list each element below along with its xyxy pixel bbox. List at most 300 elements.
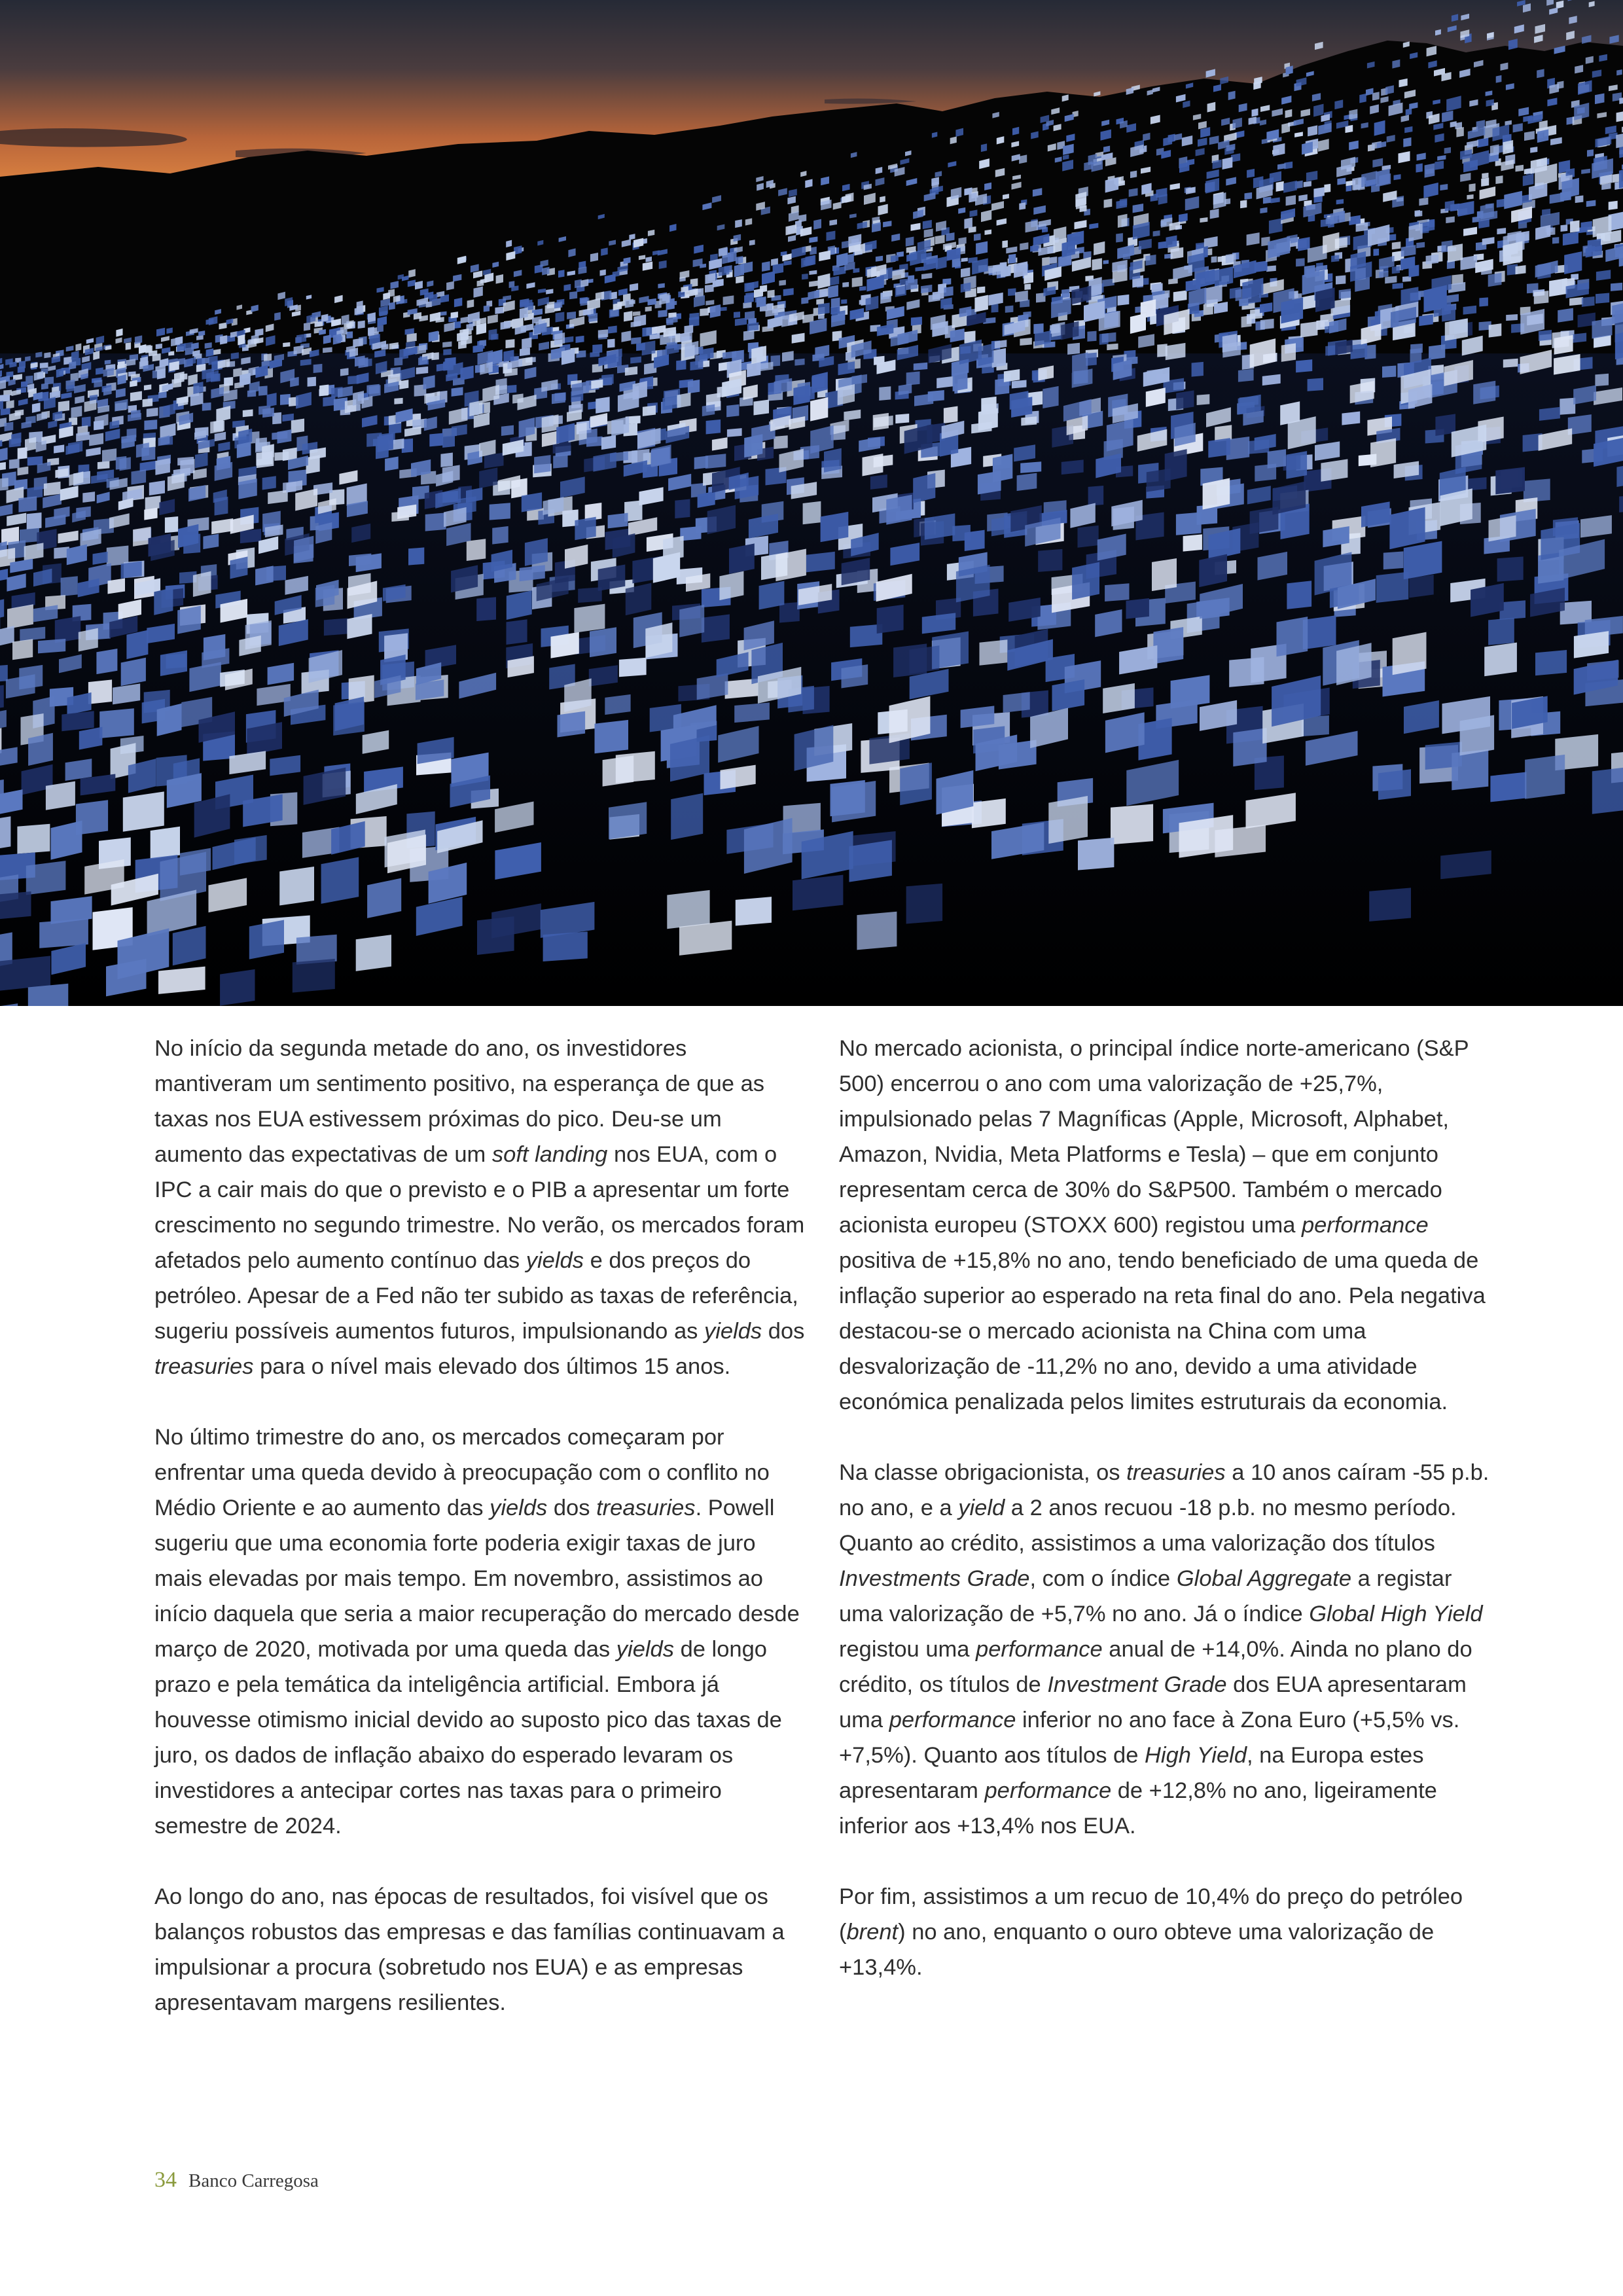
- mirror-panel: [1374, 249, 1380, 256]
- mirror-panel: [842, 241, 848, 249]
- mirror-panel: [677, 393, 691, 408]
- mirror-panel: [667, 890, 709, 929]
- mirror-panel: [1489, 323, 1502, 338]
- mirror-panel: [220, 335, 227, 344]
- mirror-panel: [600, 270, 606, 276]
- mirror-panel: [473, 345, 484, 353]
- mirror-panel: [601, 374, 613, 385]
- mirror-panel: [624, 311, 632, 321]
- mirror-panel: [32, 403, 41, 413]
- mirror-panel: [1537, 69, 1544, 78]
- mirror-panel: [964, 217, 972, 228]
- text-run: registou uma: [839, 1637, 976, 1662]
- mirror-panel: [828, 285, 838, 298]
- mirror-panel: [195, 452, 208, 468]
- mirror-panel: [525, 538, 548, 566]
- mirror-panel: [1516, 265, 1526, 274]
- mirror-panel: [96, 367, 103, 374]
- mirror-panel: [1153, 230, 1160, 236]
- mirror-panel: [133, 527, 151, 547]
- mirror-panel: [574, 604, 605, 633]
- mirror-panel: [1575, 195, 1584, 203]
- mirror-panel: [744, 294, 754, 303]
- mirror-panel: [992, 348, 1006, 368]
- mirror-panel: [974, 295, 988, 312]
- mirror-panel: [671, 793, 703, 840]
- mirror-panel: [1488, 618, 1514, 645]
- mirror-panel: [754, 400, 770, 416]
- mirror-panel: [906, 279, 918, 290]
- mirror-panel: [1008, 254, 1016, 264]
- mirror-panel: [1586, 200, 1596, 207]
- mirror-panel: [1102, 332, 1116, 343]
- mirror-panel: [603, 755, 634, 786]
- mirror-panel: [944, 406, 958, 423]
- mirror-panel: [1419, 314, 1433, 326]
- mirror-panel: [729, 543, 755, 573]
- mirror-panel: [1535, 650, 1567, 675]
- mirror-panel: [914, 363, 927, 370]
- mirror-panel: [705, 454, 726, 469]
- mirror-panel: [1324, 184, 1330, 193]
- text-run: nos EUA, com o IPC a cair mais do que o previsto e o PIB a apresentar um forte crescimento no segundo trimestre. No verão, os mercados foram afetados pelo aumento contínuo das: [154, 1142, 805, 1273]
- mirror-panel: [743, 330, 755, 340]
- mirror-panel: [149, 480, 165, 495]
- mirror-panel: [735, 219, 742, 228]
- mirror-panel: [1166, 236, 1177, 249]
- mirror-panel: [44, 352, 50, 358]
- mirror-panel: [993, 454, 1012, 482]
- mirror-panel: [467, 299, 474, 308]
- text-run: para o nível mais elevado dos últimos 15 anos.: [253, 1354, 731, 1379]
- mirror-panel: [130, 391, 142, 401]
- mirror-panel: [658, 310, 667, 317]
- mirror-panel: [1554, 335, 1573, 355]
- mirror-panel: [1549, 278, 1567, 296]
- mirror-panel: [1002, 240, 1008, 248]
- mirror-panel: [39, 918, 88, 948]
- mirror-panel: [1406, 109, 1412, 116]
- mirror-panel: [1061, 459, 1084, 475]
- mirror-panel: [177, 605, 201, 634]
- mirror-panel: [622, 331, 632, 342]
- mirror-panel: [1286, 195, 1296, 206]
- mirror-panel: [779, 602, 800, 623]
- text-run: inferior no ano face à Zona Euro (+5,5% vs. +7,5%). Quanto aos títulos de: [839, 1708, 1460, 1768]
- mirror-panel: [596, 397, 609, 413]
- mirror-panel: [94, 380, 102, 387]
- emphasis-term: High Yield: [1145, 1743, 1247, 1768]
- mirror-panel: [1393, 283, 1404, 289]
- mirror-panel: [700, 308, 709, 316]
- mirror-panel: [443, 349, 452, 355]
- mirror-panel: [1304, 181, 1311, 187]
- mirror-panel: [293, 959, 335, 993]
- mirror-panel: [978, 408, 998, 431]
- mirror-panel: [1530, 147, 1537, 153]
- mirror-panel: [810, 397, 828, 422]
- mirror-panel: [1286, 451, 1307, 479]
- text-run: positiva de +15,8% no ano, tendo beneficiado de uma queda de inflação superior ao esperado na reta final do ano. Pela negativa destacou-se o mercado acionista na China com uma desvalorização de -11,2% no ano, devido a uma atividade económica penalizada pelos limites estruturais da economia.: [839, 1248, 1486, 1414]
- mirror-panel: [9, 438, 21, 447]
- mirror-panel: [736, 276, 743, 283]
- mirror-panel: [554, 301, 562, 308]
- mirror-panel: [144, 384, 151, 390]
- mirror-panel: [154, 588, 173, 615]
- mirror-panel: [1503, 359, 1518, 368]
- mirror-panel: [625, 367, 637, 376]
- mirror-panel: [806, 552, 835, 573]
- mirror-panel: [1105, 583, 1129, 601]
- mirror-panel: [633, 311, 641, 315]
- mirror-panel: [442, 435, 455, 448]
- mirror-panel: [369, 385, 381, 397]
- mirror-panel: [824, 448, 842, 473]
- mirror-panel: [1129, 188, 1138, 197]
- mirror-panel: [679, 921, 732, 956]
- mirror-panel: [552, 393, 565, 404]
- mirror-panel: [1563, 232, 1578, 245]
- mirror-panel: [1042, 257, 1050, 266]
- mirror-panel: [99, 708, 134, 738]
- mirror-panel: [1435, 160, 1444, 170]
- mirror-panel: [1440, 184, 1448, 190]
- paragraph-left-2: [154, 1420, 809, 1844]
- text-run: Por fim, assistimos a um recuo de 10,4% do preço do petróleo (: [839, 1884, 1463, 1945]
- mirror-panel: [1497, 199, 1505, 207]
- mirror-panel: [12, 639, 33, 660]
- mirror-panel: [1038, 549, 1062, 572]
- mirror-panel: [1595, 374, 1609, 386]
- mirror-panel: [1452, 749, 1488, 790]
- mirror-panel: [1277, 617, 1308, 656]
- mirror-panel: [1611, 283, 1622, 291]
- mirror-panel: [1426, 255, 1439, 264]
- mirror-panel: [126, 342, 131, 350]
- mirror-panel: [1372, 92, 1380, 101]
- mirror-panel: [1385, 276, 1397, 283]
- mirror-panel: [1087, 331, 1096, 342]
- mirror-panel: [1050, 257, 1058, 264]
- mirror-panel: [0, 395, 10, 402]
- solar-mirror-field-photo-icon: [0, 0, 1623, 1006]
- mirror-panel: [734, 264, 744, 278]
- mirror-panel: [1382, 365, 1396, 378]
- mirror-panel: [734, 312, 740, 318]
- mirror-panel: [595, 720, 629, 753]
- mirror-panel: [831, 298, 840, 308]
- mirror-panel: [1339, 289, 1351, 299]
- mirror-panel: [0, 956, 50, 990]
- mirror-panel: [145, 495, 161, 510]
- mirror-panel: [1126, 598, 1149, 619]
- mirror-panel: [768, 290, 775, 298]
- mirror-panel: [446, 281, 454, 291]
- mirror-panel: [590, 253, 598, 262]
- mirror-panel: [69, 361, 76, 370]
- mirror-panel: [21, 381, 27, 387]
- mirror-panel: [0, 478, 9, 491]
- mirror-panel: [489, 329, 497, 340]
- mirror-panel: [857, 912, 897, 950]
- mirror-panel: [355, 355, 365, 367]
- mirror-panel: [906, 371, 920, 385]
- mirror-panel: [1616, 133, 1623, 148]
- mirror-panel: [802, 274, 808, 279]
- mirror-panel: [1020, 338, 1031, 346]
- emphasis-term: yields: [490, 1496, 548, 1520]
- mirror-panel: [1581, 221, 1592, 231]
- mirror-panel: [6, 400, 14, 409]
- mirror-panel: [961, 268, 970, 278]
- mirror-panel: [801, 297, 808, 304]
- mirror-panel: [601, 247, 608, 255]
- mirror-panel: [689, 317, 700, 327]
- mirror-panel: [734, 702, 770, 723]
- mirror-panel: [1331, 255, 1339, 262]
- mirror-panel: [503, 350, 514, 362]
- text-run: dos EUA apresentaram uma: [839, 1672, 1467, 1732]
- mirror-panel: [965, 530, 985, 551]
- mirror-panel: [619, 658, 647, 677]
- mirror-panel: [1444, 147, 1451, 154]
- mirror-panel: [1559, 160, 1570, 173]
- paragraph-right-1: [839, 1031, 1493, 1420]
- mirror-panel: [1179, 213, 1188, 223]
- mirror-panel: [1, 408, 10, 415]
- mirror-panel: [1118, 295, 1130, 306]
- mirror-panel: [793, 875, 843, 911]
- mirror-panel: [82, 492, 95, 503]
- mirror-panel: [726, 404, 739, 418]
- mirror-panel: [501, 425, 514, 436]
- mirror-panel: [202, 357, 209, 364]
- mirror-panel: [264, 353, 272, 361]
- mirror-panel: [946, 232, 954, 242]
- text-run: de +12,8% no ano, ligeiramente inferior aos +13,4% nos EUA.: [839, 1778, 1437, 1839]
- mirror-panel: [75, 344, 81, 351]
- mirror-panel: [394, 398, 402, 404]
- mirror-panel: [793, 385, 810, 405]
- mirror-panel: [58, 401, 69, 412]
- mirror-panel: [1495, 467, 1525, 495]
- mirror-panel: [1490, 144, 1499, 156]
- mirror-panel: [1061, 289, 1069, 298]
- mirror-panel: [590, 627, 616, 657]
- mirror-panel: [522, 492, 542, 512]
- mirror-panel: [1092, 258, 1102, 270]
- mirror-panel: [62, 711, 94, 731]
- mirror-panel: [193, 571, 211, 597]
- mirror-panel: [255, 565, 274, 585]
- mirror-panel: [1043, 386, 1058, 408]
- mirror-panel: [1359, 94, 1366, 103]
- mirror-panel: [676, 360, 686, 370]
- mirror-panel: [1104, 199, 1113, 208]
- mirror-panel: [1228, 91, 1236, 100]
- mirror-panel: [1336, 199, 1344, 204]
- paragraph-left-3: [154, 1879, 809, 2020]
- mirror-panel: [206, 348, 214, 357]
- mirror-panel: [977, 287, 985, 294]
- mirror-panel: [1506, 314, 1518, 321]
- right-column: [839, 1031, 1493, 2020]
- mirror-panel: [723, 295, 734, 305]
- mirror-panel: [82, 416, 91, 427]
- mirror-panel: [702, 404, 715, 416]
- mirror-panel: [1276, 181, 1284, 192]
- mirror-panel: [416, 367, 429, 374]
- mirror-panel: [1479, 297, 1488, 306]
- mirror-panel: [1569, 297, 1583, 306]
- page-footer: [154, 2168, 319, 2200]
- mirror-panel: [821, 512, 849, 542]
- mirror-panel: [193, 382, 203, 394]
- mirror-panel: [88, 679, 112, 704]
- mirror-panel: [575, 279, 582, 289]
- emphasis-term: performance: [1302, 1213, 1429, 1238]
- hero-photo: [0, 0, 1623, 1006]
- mirror-panel: [105, 360, 111, 365]
- mirror-panel: [423, 375, 435, 389]
- mirror-panel: [44, 482, 61, 496]
- mirror-panel: [1111, 804, 1153, 845]
- mirror-panel: [18, 496, 37, 512]
- mirror-panel: [1488, 273, 1502, 287]
- mirror-panel: [895, 285, 906, 297]
- mirror-panel: [690, 361, 704, 370]
- mirror-panel: [643, 405, 656, 416]
- mirror-panel: [1473, 381, 1495, 404]
- emphasis-term: Investment Grade: [1047, 1672, 1227, 1697]
- mirror-panel: [842, 282, 849, 287]
- mirror-panel: [454, 298, 462, 308]
- text-run: a 2 anos recuou -18 p.b. no mesmo período. Quanto ao crédito, assistimos a uma valorização dos títulos: [839, 1496, 1457, 1556]
- mirror-panel: [631, 337, 641, 344]
- mirror-panel: [1033, 323, 1043, 334]
- mirror-panel: [911, 317, 922, 326]
- mirror-panel: [1176, 512, 1202, 535]
- emphasis-term: yields: [704, 1319, 762, 1344]
- page-number: 34: [154, 2168, 177, 2192]
- mirror-panel: [442, 342, 452, 348]
- mirror-panel: [1573, 333, 1586, 343]
- mirror-panel: [506, 339, 515, 348]
- mirror-panel: [507, 385, 516, 393]
- mirror-panel: [1445, 200, 1455, 211]
- mirror-panel: [1094, 242, 1105, 255]
- mirror-panel: [1158, 242, 1166, 249]
- mirror-panel: [1524, 131, 1535, 141]
- mirror-panel: [1539, 407, 1560, 421]
- mirror-panel: [1012, 380, 1027, 388]
- mirror-panel: [96, 649, 117, 674]
- mirror-panel: [569, 291, 577, 299]
- mirror-panel: [40, 363, 48, 368]
- mirror-panel: [1263, 196, 1272, 204]
- mirror-panel: [340, 368, 349, 376]
- mirror-panel: [1192, 362, 1204, 377]
- mirror-panel: [1107, 344, 1118, 350]
- mirror-panel: [1481, 177, 1489, 187]
- mirror-panel: [1015, 291, 1028, 302]
- mirror-panel: [1552, 237, 1559, 243]
- mirror-panel: [1281, 343, 1296, 362]
- mirror-panel: [399, 380, 408, 389]
- mirror-panel: [203, 534, 219, 550]
- mirror-panel: [1342, 412, 1360, 425]
- mirror-panel: [762, 261, 770, 272]
- mirror-panel: [1564, 251, 1582, 274]
- mirror-panel: [5, 422, 14, 432]
- mirror-panel: [262, 444, 274, 459]
- mirror-panel: [490, 503, 510, 520]
- mirror-panel: [1020, 461, 1041, 473]
- mirror-panel: [231, 352, 239, 359]
- mirror-panel: [1130, 171, 1137, 179]
- mirror-panel: [1197, 394, 1210, 405]
- mirror-panel: [567, 312, 576, 319]
- mirror-panel: [1226, 253, 1236, 264]
- mirror-panel: [196, 335, 204, 340]
- text-run: Na classe obrigacionista, os: [839, 1460, 1127, 1485]
- mirror-panel: [1523, 174, 1534, 187]
- mirror-panel: [1495, 175, 1503, 184]
- mirror-panel: [1222, 334, 1237, 352]
- mirror-panel: [1210, 209, 1219, 219]
- mirror-panel: [1592, 318, 1613, 339]
- mirror-panel: [1245, 192, 1253, 200]
- mirror-panel: [132, 469, 147, 484]
- mirror-panel: [259, 386, 268, 395]
- text-run: dos: [762, 1319, 805, 1344]
- mirror-panel: [1176, 390, 1194, 409]
- mirror-panel: [879, 386, 891, 401]
- mirror-panel: [694, 456, 708, 469]
- mirror-panel: [642, 340, 656, 355]
- mirror-panel: [1456, 127, 1463, 137]
- mirror-panel: [425, 512, 446, 531]
- mirror-panel: [496, 274, 503, 284]
- mirror-panel: [1497, 228, 1506, 234]
- mirror-panel: [710, 304, 721, 318]
- mirror-panel: [1467, 194, 1473, 200]
- mirror-panel: [1145, 255, 1156, 266]
- mirror-panel: [321, 314, 328, 322]
- mirror-panel: [1469, 477, 1487, 490]
- mirror-panel: [852, 277, 863, 287]
- mirror-panel: [1351, 343, 1368, 359]
- emphasis-term: performance: [976, 1637, 1103, 1662]
- mirror-panel: [1260, 319, 1274, 330]
- mirror-panel: [1313, 187, 1324, 198]
- text-run: , na Europa estes apresentaram: [839, 1743, 1424, 1803]
- mirror-panel: [976, 241, 988, 255]
- mirror-panel: [98, 461, 110, 469]
- mirror-panel: [283, 342, 290, 347]
- mirror-panel: [645, 622, 672, 658]
- mirror-panel: [333, 334, 341, 345]
- paragraph-right-3: [839, 1879, 1493, 1985]
- mirror-panel: [542, 414, 559, 433]
- mirror-panel: [1247, 169, 1255, 178]
- mirror-panel: [139, 344, 146, 354]
- mirror-panel: [590, 352, 599, 357]
- mirror-panel: [323, 334, 331, 344]
- mirror-panel: [1448, 243, 1463, 262]
- mirror-panel: [507, 619, 527, 645]
- mirror-panel: [1587, 149, 1594, 156]
